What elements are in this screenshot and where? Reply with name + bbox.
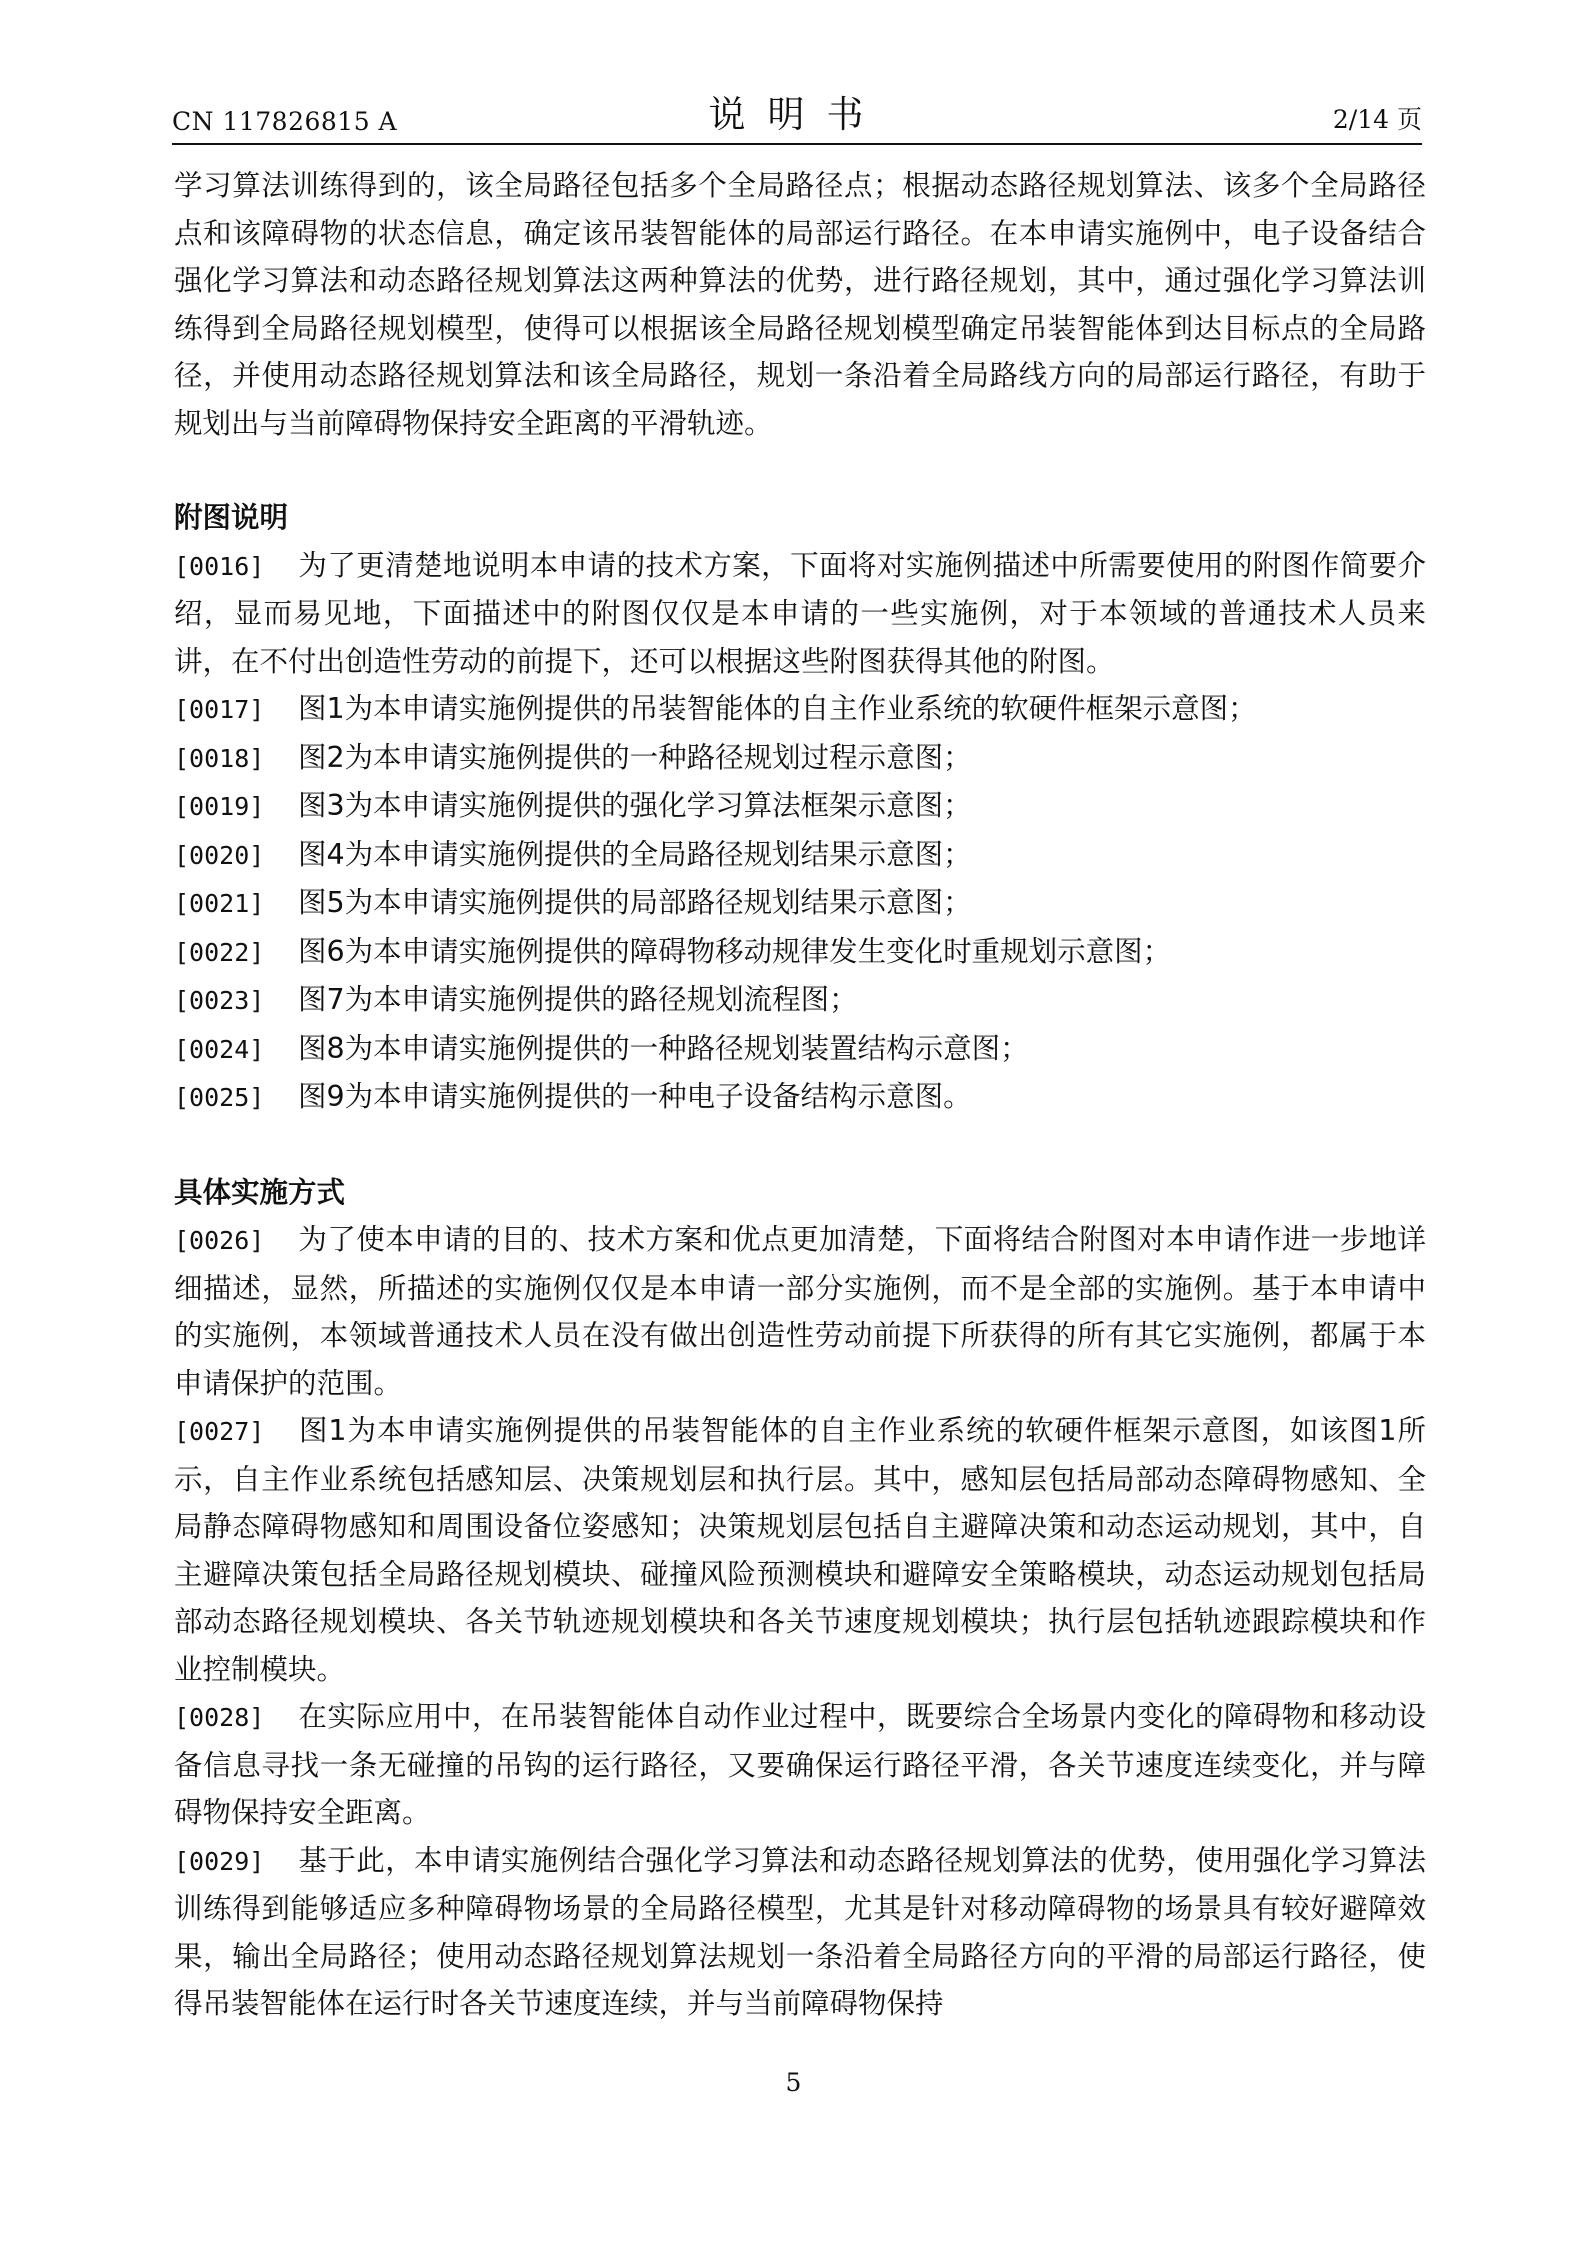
paragraph-text: 图2为本申请实施例提供的一种路径规划过程示意图； [298, 740, 972, 774]
paragraph-0017 [174, 685, 1426, 734]
paragraph-0029 [174, 1837, 1426, 2028]
paragraph-0027 [174, 1407, 1426, 1693]
paragraph-text: 图6为本申请实施例提供的障碍物移动规律发生变化时重规划示意图； [298, 934, 1172, 968]
paragraph-0028 [174, 1693, 1426, 1837]
paragraph-0023 [174, 976, 1426, 1025]
paragraph-text: 图1为本申请实施例提供的吊装智能体的自主作业系统的软硬件框架示意图； [298, 692, 1257, 725]
paragraph-text: 在实际应用中，在吊装智能体自动作业过程中，既要综合全场景内变化的障碍物和移动设备信息寻找一条无碰撞的吊钩的运行路径，又要确保运行路径平滑，各关节速度连续变化，并与障碍物保持安全距离。 [174, 1700, 1426, 1829]
paragraph-0016 [174, 542, 1426, 686]
paragraph-text: 图9为本申请实施例提供的一种电子设备结构示意图。 [298, 1080, 972, 1113]
paragraph-0020 [174, 831, 1426, 880]
paragraph-number: [0024] [174, 1034, 265, 1064]
page-number: 5 [785, 2068, 802, 2097]
paragraph-0018 [174, 734, 1426, 783]
header-divider [172, 143, 1422, 145]
paragraph-text: 为了更清楚地说明本申请的技术方案，下面将对实施例描述中所需要使用的附图作简要介绍，显而易见地，下面描述中的附图仅仅是本申请的一些实施例，对于本领域的普通技术人员来讲，在不付出创造性劳动的前提下，还可以根据这些附图获得其他的附图。 [174, 548, 1426, 678]
paragraph-text: 图3为本申请实施例提供的强化学习算法框架示意图； [298, 789, 972, 822]
paragraph-number: [0025] [174, 1083, 265, 1112]
paragraph-number: [0026] [174, 1226, 265, 1255]
section-heading-figures: 附图说明 [174, 501, 289, 534]
paragraph-text: 基于此，本申请实施例结合强化学习算法和动态路径规划算法的优势，使用强化学习算法训练得到能够适应多种障碍物场景的全局路径模型，尤其是针对移动障碍物的场景具有较好避障效果，输出全局路径；使用动态路径规划算法规划一条沿着全局路径方向的平滑的局部运行路径，使得吊装智能体在运行时各关节速度连续，并与当前障碍物保持 [174, 1843, 1426, 2020]
paragraph-0026 [174, 1216, 1426, 1407]
paragraph-number: [0018] [174, 743, 265, 773]
paragraph-number: [0028] [174, 1703, 265, 1732]
paragraph-0019 [174, 782, 1426, 831]
section-heading-embodiments: 具体实施方式 [174, 1175, 346, 1209]
paragraph-number: [0022] [174, 937, 265, 967]
publication-number: CN 117826815 A [172, 107, 398, 136]
paragraph-0025 [174, 1073, 1426, 1122]
paragraph-number: [0016] [174, 551, 265, 581]
paragraph-0021 [174, 879, 1426, 928]
paragraph-number: [0021] [174, 889, 265, 918]
paragraph-text: 图8为本申请实施例提供的一种路径规划装置结构示意图； [298, 1031, 1029, 1065]
intro-paragraph: 学习算法训练得到的，该全局路径包括多个全局路径点；根据动态路径规划算法、该多个全局路径点和该障碍物的状态信息，确定该吊装智能体的局部运行路径。在本申请实施例中，电子设备结合强化学习算法和动态路径规划算法这两种算法的优势，进行路径规划，其中，通过强化学习算法训练得到全局路径规划模型，使得可以根据该全局路径规划模型确定吊装智能体到达目标点的全局路径，并使用动态路径规划算法和该全局路径，规划一条沿着全局路线方向的局部运行路径，有助于规划出与当前障碍物保持安全距离的平滑轨迹。 [174, 169, 1426, 440]
paragraph-0024 [174, 1025, 1426, 1074]
page-header [172, 92, 1422, 142]
paragraph-number: [0020] [174, 840, 265, 870]
paragraph-text: 图7为本申请实施例提供的路径规划流程图； [298, 983, 858, 1016]
paragraph-number: [0023] [174, 986, 265, 1015]
paragraph-text: 图4为本申请实施例提供的全局路径规划结果示意图； [298, 837, 972, 871]
paragraph-number: [0027] [174, 1417, 265, 1446]
paragraph-text: 图5为本申请实施例提供的局部路径规划结果示意图； [298, 886, 972, 919]
paragraph-number: [0029] [174, 1846, 265, 1876]
page-count: 2/14 页 [1332, 105, 1422, 134]
paragraph-text: 为了使本申请的目的、技术方案和优点更加清楚，下面将结合附图对本申请作进一步地详细描述，显然，所描述的实施例仅仅是本申请一部分实施例，而不是全部的实施例。基于本申请中的实施例，本领域普通技术人员在没有做出创造性劳动前提下所获得的所有其它实施例，都属于本申请保护的范围。 [174, 1223, 1426, 1400]
document-body [174, 162, 1426, 2028]
paragraph-number: [0017] [174, 695, 265, 724]
paragraph-number: [0019] [174, 792, 265, 821]
document-title: 说明书 [708, 93, 886, 136]
paragraph-text: 图1为本申请实施例提供的吊装智能体的自主作业系统的软硬件框架示意图，如该图1所示，自主作业系统包括感知层、决策规划层和执行层。其中，感知层包括局部动态障碍物感知、全局静态障碍物感知和周围设备位姿感知；决策规划层包括自主避障决策和动态运动规划，其中，自主避障决策包括全局路径规划模块、碰撞风险预测模块和避障安全策略模块，动态运动规划包括局部动态路径规划模块、各关节轨迹规划模块和各关节速度规划模块；执行层包括轨迹跟踪模块和作业控制模块。 [174, 1414, 1426, 1686]
paragraph-0022 [174, 928, 1426, 977]
